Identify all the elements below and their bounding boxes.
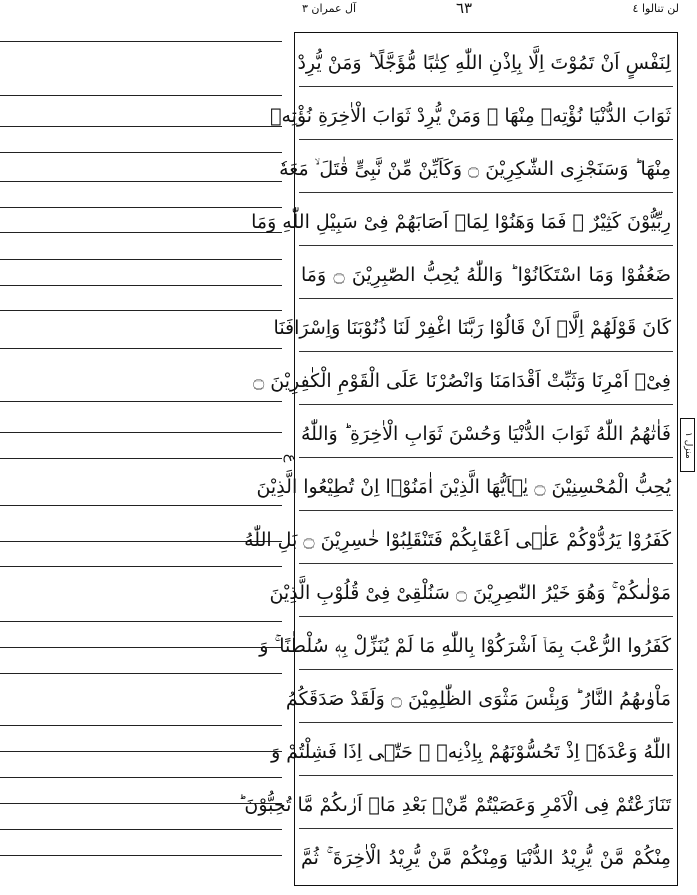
line-rule [299,86,673,87]
line-rule [299,616,673,617]
line-rule [299,192,673,193]
text-frame [238,32,678,886]
line-rule [299,298,673,299]
note-rule [0,458,282,459]
line-rule [299,351,673,352]
note-rule [0,673,282,674]
header-juz: لن تنالوا ٤ [632,2,679,15]
note-rule [0,152,282,153]
line-rule [299,245,673,246]
text-line: فِىْۤ اَمْرِنَا وَثَبِّتْ اَقْدَامَنَا وَانْصُرْنَا عَلَى الْقَوْمِ الْكٰفِرِيْنَ ۝ [253,370,671,392]
note-rule [0,855,282,856]
note-rule [0,348,282,349]
line-rule [299,457,673,458]
text-line: رِبِّيُّوْنَ كَثِيْرٌ ۚ فَمَا وَهَنُوْا لِمَاۤ اَصَابَهُمْ فِىْ سَبِيْلِ اللّٰهِ وَمَا [251,211,671,233]
note-rule [0,566,282,567]
note-rule [0,95,282,96]
page-number: ٦٣ [456,0,473,17]
text-line: مِنْهَا ؕ وَسَنَجْزِى الشّٰكِرِيْنَ ۝ وَكَاَيِّنْ مِّنْ نَّبِىٍّ قٰتَلَ ۙ مَعَهٗ [279,158,671,180]
note-rule [0,41,282,42]
text-line: فَاٰتٰهُمُ اللّٰهُ ثَوَابَ الدُّنْيَا وَحُسْنَ ثَوَابِ الْاٰخِرَةِ ؕ وَاللّٰهُ [301,423,671,445]
text-line: مَوْلٰىكُمْ ۚ وَهُوَ خَيْرُ النّٰصِرِيْنَ ۝ سَنُلْقِىْ فِىْ قُلُوْبِ الَّذِيْنَ [269,582,671,604]
text-line: يُحِبُّ الْمُحْسِنِيْنَ ۝ يٰۤاَيُّهَا الَّذِيْنَ اٰمَنُوْۤا اِنْ تُطِيْعُوا الَّذِيْنَ [256,476,671,498]
note-rule [0,829,282,830]
text-line: تَنَازَعْتُمْ فِى الْاَمْرِ وَعَصَيْتُمْ مِّنْۢ بَعْدِ مَاۤ اَرٰىكُمْ مَّا تُحِبُّوْنَ ؕ [238,794,671,816]
note-rule [0,777,282,778]
text-line: اللّٰهُ وَعْدَهٗۤ اِذْ تَحُسُّوْنَهُمْ بِاِذْنِهٖ ۚ حَتّٰۤى اِذَا فَشِلْتُمْ وَ [271,741,671,763]
line-rule [299,669,673,670]
note-rule [0,432,282,433]
text-line: لِنَفْسٍ اَنْ تَمُوْتَ اِلَّا بِاِذْنِ اللّٰهِ كِتٰبًا مُّؤَجَّلًا ؕ وَمَنْ يُّرِدْ [297,52,671,74]
note-rule [0,751,282,752]
note-rule [0,401,282,402]
text-line: كَانَ قَوْلَهُمْ اِلَّاۤ اَنْ قَالُوْا رَبَّنَا اغْفِرْ لَنَا ذُنُوْبَنَا وَاِسْرَافَنَا [273,317,671,339]
line-rule [299,139,673,140]
line-rule [299,722,673,723]
text-line: مِنْكُمْ مَّنْ يُّرِيْدُ الدُّنْيَا وَمِنْكُمْ مَّنْ يُّرِيْدُ الْاٰخِرَةَ ۚ ثُمَّ [301,847,671,869]
note-rule [0,505,282,506]
note-rule [0,725,282,726]
line-rule [299,775,673,776]
note-rule [0,207,282,208]
note-rule [0,126,282,127]
ruku-mark: ع [283,454,299,463]
note-rule [0,181,282,182]
note-rule [0,285,282,286]
manzil-label: منزل ١ [680,418,695,472]
text-line: كَفَرُوْا يَرُدُّوْكُمْ عَلٰۤى اَعْقَابِكُمْ فَتَنْقَلِبُوْا خٰسِرِيْنَ ۝ بَلِ اللّٰهُ [244,529,671,551]
notes-area [0,0,282,895]
line-rule [299,563,673,564]
note-rule [0,621,282,622]
note-rule [0,310,282,311]
note-rule [0,541,282,542]
text-line: ضَعُفُوْا وَمَا اسْتَكَانُوْا ؕ وَاللّٰهُ يُحِبُّ الصّٰبِرِيْنَ ۝ وَمَا [301,264,671,286]
text-line: ثَوَابَ الدُّنْيَا نُؤْتِهٖ مِنْهَا ۚ وَمَنْ يُّرِدْ ثَوَابَ الْاٰخِرَةِ نُؤْتِهٖ [270,105,671,127]
note-rule [0,232,282,233]
header-surah: آل عمران ٣ [302,2,357,15]
line-rule [299,404,673,405]
note-rule [0,259,282,260]
note-rule [0,647,282,648]
text-line: كَفَرُوا الرُّعْبَ بِمَاۤ اَشْرَكُوْا بِاللّٰهِ مَا لَمْ يُنَزِّلْ بِهٖ سُلْطٰنًا ۚ وَ [259,635,671,657]
line-rule [299,828,673,829]
text-line: مَاْوٰىهُمُ النَّارُ ؕ وَبِئْسَ مَثْوَى الظّٰلِمِيْنَ ۝ وَلَقَدْ صَدَقَكُمُ [285,688,671,710]
line-rule [299,510,673,511]
